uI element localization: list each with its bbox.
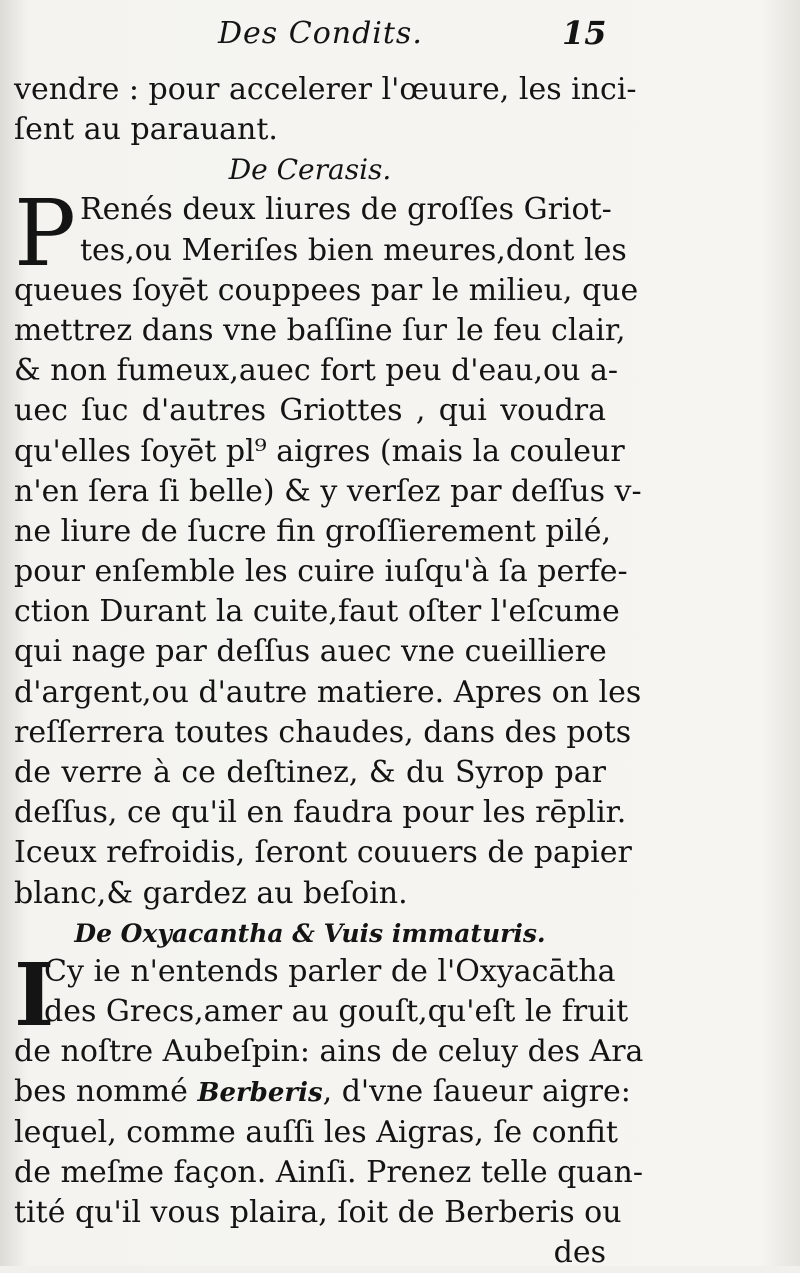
paragraph-oxyacantha — [14, 944, 644, 1273]
running-head — [0, 10, 800, 58]
text-line: tes,ou Meriſes bien meures,dont les — [80, 232, 627, 268]
text-line: Cy ie n'entends parler de l'Oxyacātha — [44, 953, 616, 989]
text-line: lequel, comme auſſi les Aigras, ſe confit — [14, 1114, 618, 1150]
text-line: des Grecs,amer au gouſt,qu'eſt le fruit — [44, 993, 629, 1029]
text-line — [14, 1072, 631, 1112]
text-line: uec ſuc d'autres Griottes , qui voudra — [14, 393, 606, 429]
text-line: ction Durant la cuite,faut oſter l'eſcume — [14, 594, 620, 630]
paragraph-cerasis — [14, 180, 642, 913]
text-line: vendre : pour accelerer l'œuure, les inci- — [14, 72, 637, 107]
text-line: qu'elles ſoyēt pl⁹ aigres (mais la couleur — [14, 433, 625, 469]
text-line: & non fumeux,auec fort peu d'eau,ou a- — [14, 353, 618, 389]
text-segment: , d'vne ſaueur aigre: — [322, 1074, 631, 1110]
text-line: de noſtre Aubeſpin: ains de celuy des Ara — [14, 1034, 644, 1070]
text-line: ſent au parauant. — [14, 112, 278, 148]
text-line: ne liure de ſucre fin groſſierement pilé, — [14, 513, 612, 549]
term-berberis: Berberis — [197, 1078, 323, 1109]
text-line: de verre à ce deſtinez, & du Syrop par — [14, 755, 606, 790]
text-line: tité qu'il vous plaira, ſoit de Berberis ou — [14, 1194, 622, 1230]
text-line: n'en ſera ſi belle) & y verſez par deſſus v- — [14, 473, 642, 509]
section-heading-cerasis: De Cerasis. — [228, 153, 392, 187]
text-line: mettrez dans vne baſſine ſur le feu clair, — [14, 312, 626, 348]
drop-cap-initial: P — [14, 180, 76, 288]
text-line: de meſme façon. Ainſi. Prenez telle quan- — [14, 1154, 643, 1190]
text-line: blanc,& gardez au beſoin. — [14, 875, 408, 911]
body-text — [14, 70, 644, 1273]
page-number: 15 — [562, 14, 607, 52]
catchword: des — [553, 1235, 606, 1271]
text-line: pour enſemble les cuire iuſqu'à ſa perfe- — [14, 554, 628, 590]
text-line: d'argent,ou d'autre matiere. Apres on les — [14, 674, 642, 710]
text-line: reſſerrera toutes chaudes, dans des pots — [14, 714, 632, 750]
text-line: queues ſoyēt couppees par le milieu, que — [14, 272, 639, 308]
text-line: deſſus, ce qu'il en faudra pour les rēplir. — [14, 795, 627, 831]
text-segment: bes nommé — [14, 1074, 188, 1110]
text-line: Renés deux liures de groſſes Griot- — [80, 192, 612, 228]
running-title: Des Condits. — [218, 16, 423, 51]
text-line: Iceux refroidis, ſeront couuers de papier — [14, 835, 632, 871]
text-line: qui nage par deſſus auec vne cueilliere — [14, 634, 607, 670]
drop-cap-initial: I — [14, 944, 55, 1046]
section-heading-oxyacantha: De Oxyacantha & Vuis immaturis. — [74, 918, 546, 948]
